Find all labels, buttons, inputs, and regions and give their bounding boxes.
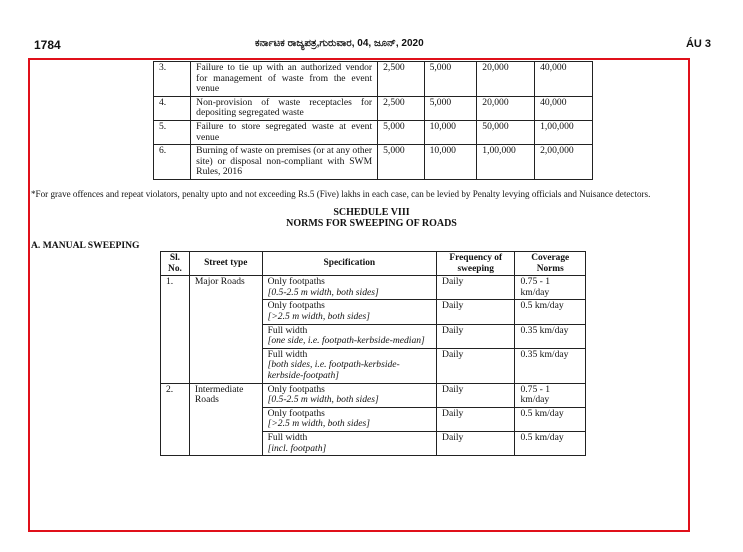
header-row (161, 252, 586, 276)
table-row (154, 96, 593, 120)
description-cell: Non-provision of waste receptacles for depositing segregated waste (191, 96, 378, 120)
value-cell: 1,00,000 (477, 145, 535, 180)
spec-cell: Only footpaths [0.5-2.5 m width, both sides] (262, 383, 436, 407)
table-row (154, 62, 593, 97)
column-header-spec: Specification (262, 252, 436, 276)
coverage-cell: 0.35 km/day (515, 324, 586, 348)
spec-cell: Full width [one side, i.e. footpath-kerbside-median] (262, 324, 436, 348)
gazette-title: ಕರ್ನಾಟಕ ರಾಜ್ಯಪತ್ರ,ಗುರುವಾರ, 04, ಜೂನ್, 2020 (255, 38, 424, 49)
value-cell: 50,000 (477, 120, 535, 144)
spec-cell: Full width [incl. footpath] (262, 431, 436, 455)
value-cell: 2,00,000 (535, 145, 593, 180)
spec-cell: Only footpaths [>2.5 m width, both sides] (262, 300, 436, 324)
page-number: 1784 (34, 38, 61, 52)
value-cell: 40,000 (535, 96, 593, 120)
sweeping-norms-table (160, 251, 586, 456)
part-label: ÁU 3 (685, 38, 711, 50)
spec-cell: Only footpaths [0.5-2.5 m width, both sides] (262, 276, 436, 300)
street-type-cell: Major Roads (189, 276, 262, 383)
section-heading: A. MANUAL SWEEPING (31, 240, 140, 251)
coverage-cell: 0.35 km/day (515, 348, 586, 383)
coverage-cell: 0.75 - 1 km/day (515, 383, 586, 407)
sl-cell: 5. (154, 120, 191, 144)
frequency-cell: Daily (437, 324, 515, 348)
schedule-subtitle: NORMS FOR SWEEPING OF ROADS (286, 218, 457, 229)
value-cell: 2,500 (378, 62, 424, 97)
sl-cell: 1. (161, 276, 190, 383)
coverage-cell: 0.5 km/day (515, 407, 586, 431)
sl-cell: 3. (154, 62, 191, 97)
frequency-cell: Daily (437, 348, 515, 383)
column-header-frequency: Frequency of sweeping (437, 252, 515, 276)
column-header-street: Street type (189, 252, 262, 276)
page-header (0, 38, 743, 54)
sl-cell: 6. (154, 145, 191, 180)
frequency-cell: Daily (437, 276, 515, 300)
sl-cell: 2. (161, 383, 190, 456)
coverage-cell: 0.5 km/day (515, 300, 586, 324)
street-type-cell: Intermediate Roads (189, 383, 262, 456)
schedule-title: SCHEDULE VIII (333, 207, 410, 218)
sl-cell: 4. (154, 96, 191, 120)
value-cell: 20,000 (477, 62, 535, 97)
value-cell: 5,000 (378, 145, 424, 180)
value-cell: 2,500 (378, 96, 424, 120)
value-cell: 1,00,000 (535, 120, 593, 144)
value-cell: 10,000 (424, 145, 477, 180)
description-cell: Burning of waste on premises (or at any other site) or disposal non-compliant with SWM Rules, 2016 (191, 145, 378, 180)
frequency-cell: Daily (437, 407, 515, 431)
column-header-coverage: Coverage Norms (515, 252, 586, 276)
table-row (154, 120, 593, 144)
value-cell: 5,000 (424, 62, 477, 97)
table-row (161, 383, 586, 407)
table-row (154, 145, 593, 180)
value-cell: 10,000 (424, 120, 477, 144)
value-cell: 40,000 (535, 62, 593, 97)
spec-cell: Full width [both sides, i.e. footpath-kerbside-kerbside-footpath] (262, 348, 436, 383)
table-row (161, 276, 586, 300)
frequency-cell: Daily (437, 300, 515, 324)
description-cell: Failure to store segregated waste at event venue (191, 120, 378, 144)
value-cell: 5,000 (378, 120, 424, 144)
column-header-sl: Sl. No. (161, 252, 190, 276)
penalty-note: *For grave offences and repeat violators, penalty upto and not exceeding Rs.5 (Five) lakhs in each case, can be levied by Penalty levying officials and Nuisance detectors. (31, 189, 651, 199)
fines-table (153, 61, 593, 180)
value-cell: 20,000 (477, 96, 535, 120)
frequency-cell: Daily (437, 431, 515, 455)
spec-cell: Only footpaths [>2.5 m width, both sides] (262, 407, 436, 431)
description-cell: Failure to tie up with an authorized vendor for management of waste from the event venue (191, 62, 378, 97)
coverage-cell: 0.5 km/day (515, 431, 586, 455)
frequency-cell: Daily (437, 383, 515, 407)
coverage-cell: 0.75 - 1 km/day (515, 276, 586, 300)
value-cell: 5,000 (424, 96, 477, 120)
